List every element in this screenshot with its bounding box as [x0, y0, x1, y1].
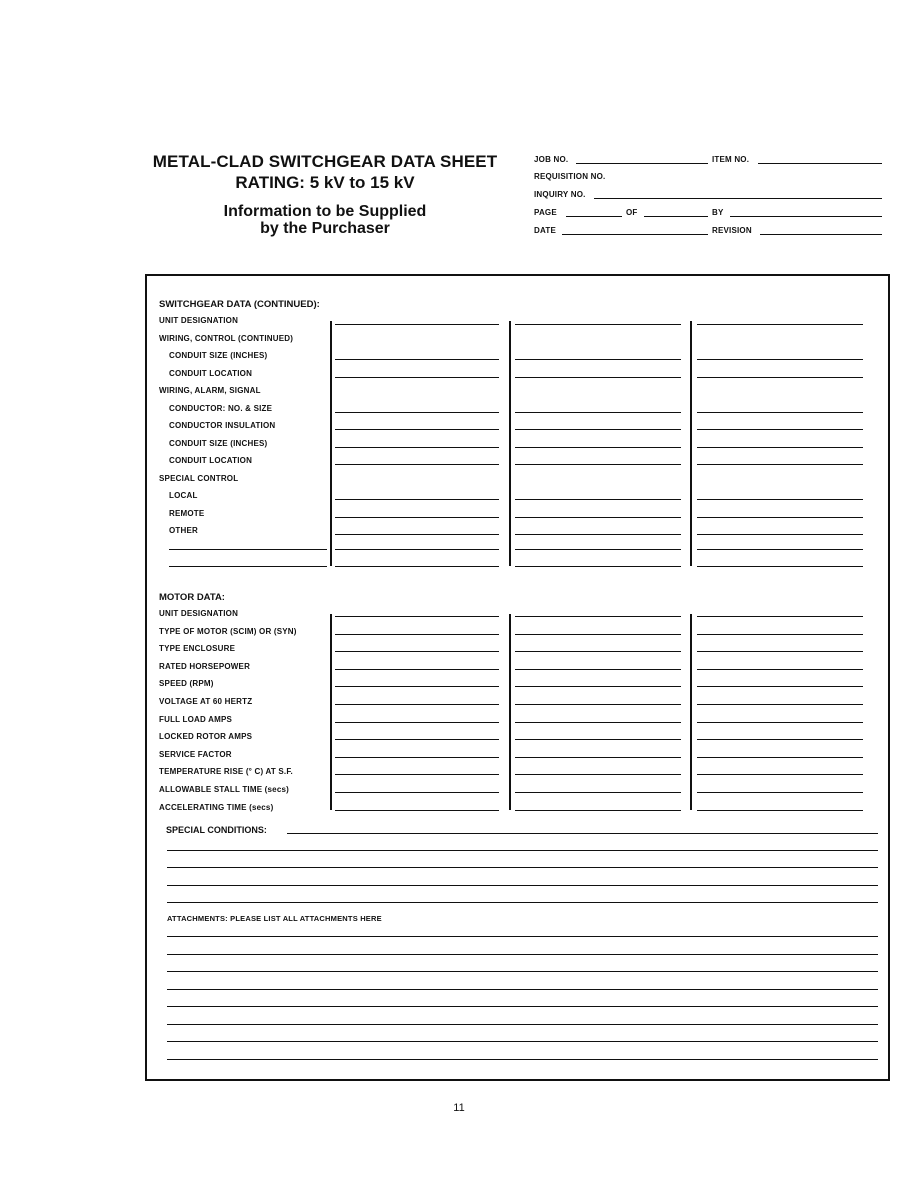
motor-field[interactable] [697, 739, 863, 740]
motor-field[interactable] [515, 739, 681, 740]
switchgear-field[interactable] [335, 429, 499, 430]
switchgear-field[interactable] [697, 447, 863, 448]
column-divider [330, 321, 332, 566]
date-label: DATE [534, 226, 556, 235]
document-title: METAL-CLAD SWITCHGEAR DATA SHEET [152, 152, 498, 171]
motor-row-label: UNIT DESIGNATION [159, 609, 239, 618]
motor-row-label: TEMPERATURE RISE (° C) AT S.F. [159, 767, 293, 777]
switchgear-field[interactable] [515, 412, 681, 413]
switchgear-field[interactable] [697, 549, 863, 550]
attachment-line[interactable] [167, 936, 878, 937]
motor-field[interactable] [697, 616, 863, 617]
motor-field[interactable] [515, 774, 681, 775]
switchgear-row-label: REMOTE [169, 508, 205, 518]
header-row-inquiry [534, 187, 882, 201]
motor-field[interactable] [335, 722, 499, 723]
switchgear-field[interactable] [515, 359, 681, 360]
item-no-label: ITEM NO. [712, 155, 750, 164]
column-divider [690, 321, 692, 566]
switchgear-row-label: WIRING, ALARM, SIGNAL [159, 386, 261, 395]
motor-field[interactable] [697, 722, 863, 723]
switchgear-field[interactable] [335, 464, 499, 465]
motor-field[interactable] [515, 634, 681, 635]
motor-field[interactable] [515, 686, 681, 687]
motor-field[interactable] [335, 792, 499, 793]
switchgear-heading: SWITCHGEAR DATA (CONTINUED): [159, 299, 320, 310]
motor-field[interactable] [515, 669, 681, 670]
switchgear-row-label: CONDUIT SIZE (INCHES) [169, 351, 268, 360]
revision-label: REVISION [712, 226, 752, 235]
switchgear-field[interactable] [697, 464, 863, 465]
header-row-requisition [534, 169, 882, 183]
item-no-field[interactable] [758, 163, 882, 164]
revision-field[interactable] [760, 234, 882, 235]
switchgear-row-label: LOCAL [169, 491, 198, 500]
switchgear-row-label: CONDUCTOR INSULATION [169, 421, 276, 430]
by-label: BY [712, 208, 724, 217]
special-conditions-field[interactable] [287, 833, 878, 834]
motor-field[interactable] [515, 810, 681, 811]
motor-field[interactable] [335, 686, 499, 687]
motor-row-label: ACCELERATING TIME (secs) [159, 802, 274, 812]
motor-field[interactable] [335, 634, 499, 635]
motor-row-label: SPEED (RPM) [159, 679, 214, 689]
motor-field[interactable] [697, 686, 863, 687]
switchgear-row-label: CONDUIT LOCATION [169, 456, 253, 465]
switchgear-field[interactable] [515, 566, 681, 567]
switchgear-row-label: CONDUIT LOCATION [169, 368, 253, 378]
switchgear-field[interactable] [515, 464, 681, 465]
motor-field[interactable] [697, 810, 863, 811]
motor-field[interactable] [335, 651, 499, 652]
switchgear-field[interactable] [697, 412, 863, 413]
switchgear-field[interactable] [335, 359, 499, 360]
motor-field[interactable] [697, 774, 863, 775]
switchgear-field[interactable] [515, 549, 681, 550]
requisition-no-label: REQUISITION NO. [534, 172, 606, 181]
switchgear-field[interactable] [697, 359, 863, 360]
switchgear-row-label: OTHER [169, 526, 198, 535]
switchgear-other-blank[interactable] [169, 566, 327, 567]
switchgear-field[interactable] [515, 534, 681, 535]
motor-heading: MOTOR DATA: [159, 592, 225, 603]
special-conditions-line[interactable] [167, 885, 878, 886]
attachments-label: ATTACHMENTS: PLEASE LIST ALL ATTACHMENTS HERE [167, 914, 382, 923]
job-no-label: JOB NO. [534, 155, 569, 164]
motor-field[interactable] [515, 757, 681, 758]
column-divider [690, 614, 692, 810]
switchgear-row-label: WIRING, CONTROL (CONTINUED) [159, 333, 294, 343]
switchgear-field[interactable] [335, 549, 499, 550]
motor-row-label: TYPE ENCLOSURE [159, 644, 236, 654]
switchgear-field[interactable] [697, 324, 863, 325]
switchgear-row-label: SPECIAL CONTROL [159, 473, 239, 483]
switchgear-field[interactable] [335, 517, 499, 518]
motor-row-label: FULL LOAD AMPS [159, 714, 233, 724]
switchgear-row-label: CONDUCTOR: NO. & SIZE [169, 403, 273, 413]
motor-row-label: SERVICE FACTOR [159, 749, 232, 759]
switchgear-field[interactable] [697, 429, 863, 430]
switchgear-field[interactable] [515, 447, 681, 448]
switchgear-field[interactable] [335, 534, 499, 535]
motor-field[interactable] [335, 739, 499, 740]
column-divider [509, 321, 511, 566]
attachment-line[interactable] [167, 1024, 878, 1025]
motor-field[interactable] [335, 669, 499, 670]
switchgear-other-blank[interactable] [169, 549, 327, 550]
switchgear-field[interactable] [335, 566, 499, 567]
page-label: PAGE [534, 208, 557, 217]
switchgear-field[interactable] [335, 377, 499, 378]
switchgear-field[interactable] [515, 517, 681, 518]
switchgear-field[interactable] [697, 499, 863, 500]
switchgear-field[interactable] [697, 566, 863, 567]
motor-field[interactable] [515, 616, 681, 617]
motor-field[interactable] [515, 722, 681, 723]
motor-row-label: ALLOWABLE STALL TIME (secs) [159, 785, 289, 794]
motor-field[interactable] [335, 774, 499, 775]
switchgear-field[interactable] [515, 499, 681, 500]
attachment-line[interactable] [167, 1041, 878, 1042]
switchgear-field[interactable] [697, 377, 863, 378]
motor-field[interactable] [697, 651, 863, 652]
special-conditions-line[interactable] [167, 867, 878, 868]
switchgear-field[interactable] [335, 447, 499, 448]
attachment-line[interactable] [167, 1059, 878, 1060]
motor-field[interactable] [515, 704, 681, 705]
motor-row-label: LOCKED ROTOR AMPS [159, 732, 253, 742]
inquiry-no-label: INQUIRY NO. [534, 190, 586, 199]
header-row-page [534, 205, 882, 219]
motor-row-label: TYPE OF MOTOR (SCIM) OR (SYN) [159, 626, 297, 636]
job-no-field[interactable] [576, 163, 708, 164]
header-row-job [534, 152, 882, 166]
switchgear-field[interactable] [335, 499, 499, 500]
motor-field[interactable] [697, 634, 863, 635]
by-field[interactable] [730, 216, 882, 217]
motor-field[interactable] [515, 792, 681, 793]
motor-field[interactable] [515, 651, 681, 652]
form-box [145, 274, 890, 1081]
column-divider [509, 614, 511, 810]
switchgear-field[interactable] [515, 324, 681, 325]
attachment-line[interactable] [167, 1006, 878, 1007]
of-label: OF [626, 208, 638, 217]
motor-field[interactable] [697, 792, 863, 793]
motor-field[interactable] [697, 669, 863, 670]
motor-field[interactable] [335, 810, 499, 811]
title-block [146, 152, 504, 237]
special-conditions-line[interactable] [167, 902, 878, 903]
switchgear-row-label: CONDUIT SIZE (INCHES) [169, 438, 268, 448]
motor-row-label: RATED HORSEPOWER [159, 661, 251, 671]
switchgear-field[interactable] [335, 412, 499, 413]
attachment-line[interactable] [167, 954, 878, 955]
motor-row-label: VOLTAGE AT 60 HERTZ [159, 697, 253, 706]
of-field[interactable] [644, 216, 708, 217]
attachment-line[interactable] [167, 989, 878, 990]
motor-field[interactable] [335, 704, 499, 705]
motor-field[interactable] [697, 704, 863, 705]
info-subtitle-1: Information to be Supplied [223, 203, 427, 220]
switchgear-field[interactable] [515, 377, 681, 378]
switchgear-field[interactable] [697, 534, 863, 535]
switchgear-field[interactable] [335, 324, 499, 325]
page-field[interactable] [566, 216, 622, 217]
column-divider [330, 614, 332, 810]
date-field[interactable] [562, 234, 708, 235]
special-conditions-label: SPECIAL CONDITIONS: [166, 825, 267, 835]
switchgear-field[interactable] [515, 429, 681, 430]
info-subtitle-2: by the Purchaser [260, 220, 390, 237]
motor-field[interactable] [335, 616, 499, 617]
rating-subtitle: RATING: 5 kV to 15 kV [235, 173, 415, 192]
switchgear-row-label: UNIT DESIGNATION [159, 316, 239, 325]
special-conditions-line[interactable] [167, 850, 878, 851]
switchgear-field[interactable] [697, 517, 863, 518]
attachment-line[interactable] [167, 971, 878, 972]
header-row-date [534, 223, 882, 237]
page-number: 11 [453, 1102, 465, 1114]
motor-field[interactable] [335, 757, 499, 758]
inquiry-no-field[interactable] [594, 198, 882, 199]
motor-field[interactable] [697, 757, 863, 758]
